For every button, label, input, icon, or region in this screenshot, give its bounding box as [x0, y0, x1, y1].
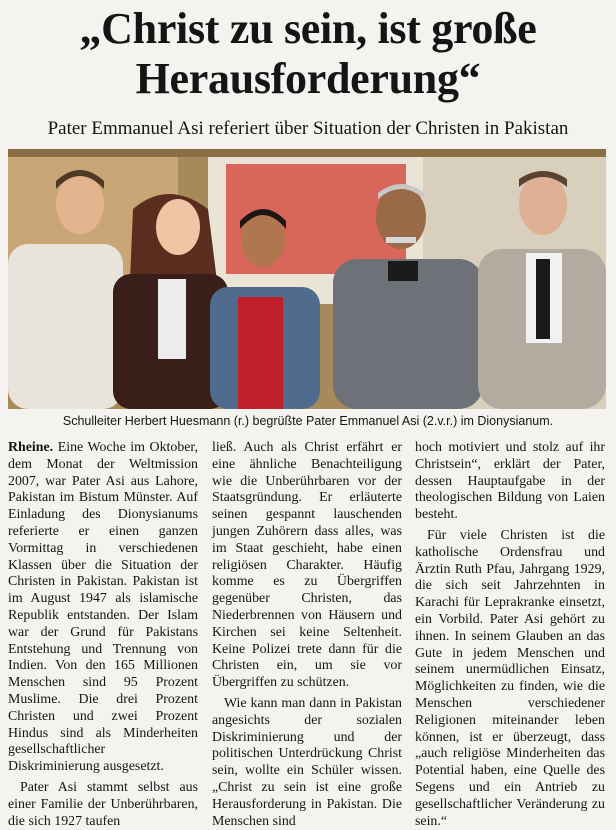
paragraph: Wie kann man dann in Pakistan angesichts der sozialen Diskriminierung und der politischen Unterdrückung Christ sein, wollte ein Schüler wissen. „Christ zu sein ist eine große Herausforderung in Pakistan. Die Menschen sind — [212, 695, 402, 829]
article-column-3 — [415, 440, 605, 830]
headline — [0, 4, 616, 104]
paragraph: hoch motiviert und stolz auf ihr Christsein“, erklärt der Pater, dessen Hauptaufgabe in der theologischen Bildung von Laien besteht. — [415, 440, 605, 523]
paragraph — [8, 440, 198, 776]
group-photo — [8, 149, 606, 409]
photo-caption: Schulleiter Herbert Huesmann (r.) begrüßte Pater Emmanuel Asi (2.v.r.) im Dionysianum. — [62, 414, 554, 428]
paragraph: Für viele Christen ist die katholische Ordensfrau und Ärztin Ruth Pfau, Jahrgang 1929, die sich seit Jahrzehnten in Karachi für Leprakranke einsetzt, ein Vorbild. Pater Asi gehört zu ihnen. In seinem Glauben an das Gute in jedem Menschen und seinem unermüdlichen Einsatz, Möglichkeiten zu finden, wie die Menschen verschiedener Religionen miteinander leben können, ist er überzeugt, dass „auch religiöse Minderheiten das Potential haben, eine Quelle des Segens und ein Antrieb zu gesellschaftlicher Veränderung zu sein.“ — [415, 527, 605, 829]
headline-line-1: „Christ zu sein, ist große — [79, 4, 537, 53]
paragraph: ließ. Auch als Christ erfährt er eine ähnliche Benachteiligung wie die Unberührbaren vor der Staatsgründung. Er erläuterte seinen gespannt lauschenden jungen Zuhörern dass alles, was im Staat geschieht, habe einen religiösen Charakter. Häufig komme es zu Übergriffen gegenüber Christen, das Niederbrennen von Häusern und Kirchen sei keine Seltenheit. Keine Polizei trete dann für die Christen ein, um sie vor Übergriffen zu schützen. — [212, 440, 402, 691]
paragraph-text: Eine Woche im Oktober, dem Monat der Weltmission 2007, war Pater Asi aus Lahore, Pakistan im Bistum Münster. Auf Einladung des Dionysianums referierte er einen ganzen Vormittag in verschiedenen Klassen über die Situation der Christen in Pakistan. Pakistan ist im August 1947 als islamische Republik entstanden. Der Islam war der Grund für Pakistans Entstehung und Trennung von Indien. Von den 165 Millionen Menschen sind 95 Prozent Muslime. Die drei Prozent Christen und zwei Prozent Hindus sind als Minderheiten gesellschaftlicher Diskriminierung ausgesetzt. — [8, 440, 198, 775]
dateline: Rheine. — [8, 440, 54, 455]
article-column-1 — [8, 440, 198, 830]
group-photo-illustration — [8, 149, 606, 409]
paragraph: Pater Asi stammt selbst aus einer Familie der Unberührbaren, die sich 1927 taufen — [8, 779, 198, 829]
headline-line-2: Herausforderung“ — [135, 54, 481, 103]
article-column-2 — [212, 440, 402, 830]
subheadline: Pater Emmanuel Asi referiert über Situation der Christen in Pakistan — [47, 118, 569, 139]
